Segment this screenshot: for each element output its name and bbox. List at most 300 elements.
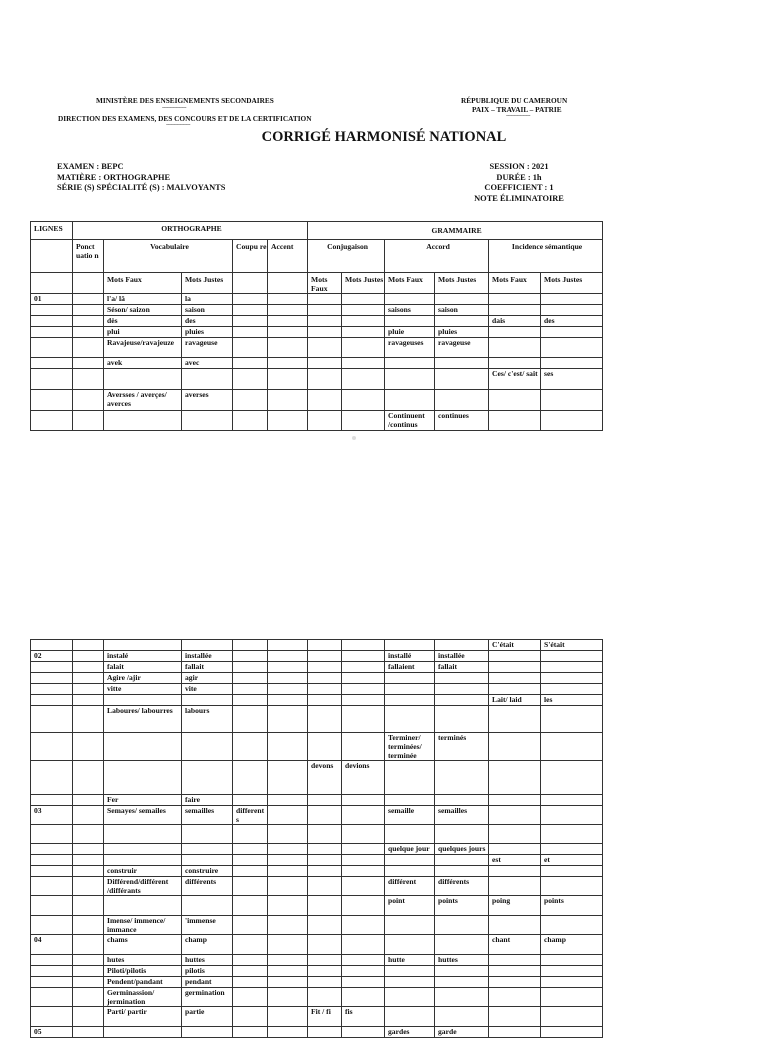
exam-info-right — [474, 162, 564, 204]
table-cell — [342, 673, 385, 684]
table-row — [31, 806, 603, 825]
table-cell: dais — [489, 316, 541, 327]
table-cell — [233, 866, 268, 877]
table-cell: Fer — [104, 795, 182, 806]
table-cell: est — [489, 855, 541, 866]
table-cell — [268, 877, 308, 896]
table-cell: different s — [233, 806, 268, 825]
table-cell: ses — [541, 369, 603, 390]
table-cell — [541, 866, 603, 877]
table-cell: partie — [182, 1007, 233, 1027]
table-cell — [435, 358, 489, 369]
table-cell: averses — [182, 390, 233, 411]
table-cell — [73, 877, 104, 896]
table-cell: gardes — [385, 1027, 435, 1038]
table-row — [31, 795, 603, 806]
table-cell — [308, 877, 342, 896]
line-number-cell: 03 — [31, 806, 73, 825]
table-cell — [73, 338, 104, 358]
line-number-cell — [31, 761, 73, 795]
table-body — [31, 294, 603, 431]
table-cell: et — [541, 855, 603, 866]
table-cell: installé — [385, 651, 435, 662]
table-cell — [233, 316, 268, 327]
vocabulaire-header: Vocabulaire — [104, 240, 233, 273]
table-row — [31, 369, 603, 390]
page-title: CORRIGÉ HARMONISÉ NATIONAL — [261, 129, 507, 145]
table-cell — [268, 662, 308, 673]
conjugaison-header: Conjugaison — [308, 240, 385, 273]
blank-cell — [31, 240, 73, 273]
table-cell: continues — [435, 411, 489, 431]
table-cell: pendant — [182, 977, 233, 988]
table-row — [31, 855, 603, 866]
table-cell — [73, 390, 104, 411]
coupure-header: Coupu re — [233, 240, 268, 273]
table-cell: avek — [104, 358, 182, 369]
line-number-cell — [31, 327, 73, 338]
table-cell — [435, 966, 489, 977]
line-number-cell — [31, 866, 73, 877]
table-row — [31, 877, 603, 896]
table-cell — [233, 305, 268, 316]
table-cell — [541, 1027, 603, 1038]
line-number-cell — [31, 695, 73, 706]
table-cell — [385, 795, 435, 806]
table-cell — [435, 988, 489, 1007]
line-number-cell — [31, 966, 73, 977]
table-cell — [268, 866, 308, 877]
table-cell — [73, 316, 104, 327]
table-cell — [73, 825, 104, 844]
table-cell — [541, 988, 603, 1007]
table-row — [31, 338, 603, 358]
table-row — [31, 825, 603, 844]
table-cell — [541, 327, 603, 338]
table-cell — [308, 955, 342, 966]
table-cell — [233, 411, 268, 431]
table-cell: Terminer/ terminées/ terminée — [385, 733, 435, 761]
line-number-cell — [31, 706, 73, 733]
table-cell — [233, 877, 268, 896]
table-cell — [233, 327, 268, 338]
table-cell — [308, 844, 342, 855]
separator: ---------------- — [506, 113, 530, 119]
table-cell: semaille — [385, 806, 435, 825]
line-number-cell — [31, 877, 73, 896]
table-cell — [308, 1027, 342, 1038]
table-row — [31, 358, 603, 369]
conj-faux-header: Mots Faux — [308, 273, 342, 294]
table-cell: ravageuse — [182, 338, 233, 358]
table-cell — [233, 977, 268, 988]
table-cell — [489, 844, 541, 855]
table-cell — [308, 327, 342, 338]
table-cell: huttes — [182, 955, 233, 966]
table-cell — [385, 855, 435, 866]
table-cell — [541, 966, 603, 977]
table-cell — [342, 966, 385, 977]
table-cell — [268, 966, 308, 977]
table-cell — [268, 684, 308, 695]
table-cell — [308, 651, 342, 662]
table-cell — [233, 369, 268, 390]
table-cell — [104, 855, 182, 866]
table-cell — [489, 684, 541, 695]
table-cell — [435, 706, 489, 733]
table-row — [31, 844, 603, 855]
table-cell — [73, 684, 104, 695]
table-cell — [489, 825, 541, 844]
table-cell: des — [541, 316, 603, 327]
table-cell — [342, 369, 385, 390]
table-cell: point — [385, 896, 435, 916]
table-cell — [233, 916, 268, 935]
line-number-cell — [31, 390, 73, 411]
table-cell — [268, 896, 308, 916]
table-cell — [541, 955, 603, 966]
line-number-cell — [31, 640, 73, 651]
table-cell — [308, 966, 342, 977]
table-cell: construir — [104, 866, 182, 877]
table-cell — [489, 806, 541, 825]
table-cell — [308, 977, 342, 988]
table-cell — [541, 825, 603, 844]
table-cell — [233, 896, 268, 916]
scan-speck — [352, 436, 356, 440]
table-cell — [308, 855, 342, 866]
table-cell — [268, 695, 308, 706]
line-number-cell: 02 — [31, 651, 73, 662]
table-cell — [541, 806, 603, 825]
table-cell: chams — [104, 935, 182, 955]
table-cell — [435, 761, 489, 795]
table-cell — [489, 673, 541, 684]
table-cell — [541, 761, 603, 795]
table-cell — [73, 896, 104, 916]
table-cell — [73, 977, 104, 988]
conj-justes-header: Mots Justes — [342, 273, 385, 294]
line-number-cell: 01 — [31, 294, 73, 305]
voc-faux-header: Mots Faux — [104, 273, 182, 294]
table-cell: Ces/ c'est/ sait — [489, 369, 541, 390]
table-cell — [182, 1027, 233, 1038]
table-cell — [233, 338, 268, 358]
table-cell — [342, 695, 385, 706]
table-cell: Laboures/ labourres — [104, 706, 182, 733]
table-row — [31, 673, 603, 684]
table-cell — [385, 966, 435, 977]
table-cell: ravageuse — [435, 338, 489, 358]
table-cell — [489, 733, 541, 761]
table-cell — [104, 640, 182, 651]
table-cell: instalé — [104, 651, 182, 662]
line-number-cell — [31, 916, 73, 935]
table-cell — [489, 338, 541, 358]
table-cell: garde — [435, 1027, 489, 1038]
table-cell — [489, 662, 541, 673]
table-cell — [268, 825, 308, 844]
table-cell — [233, 358, 268, 369]
table-cell — [104, 896, 182, 916]
table-cell — [182, 896, 233, 916]
table-cell — [268, 316, 308, 327]
table-cell — [541, 390, 603, 411]
table-cell — [489, 877, 541, 896]
table-row — [31, 966, 603, 977]
table-cell: différents — [435, 877, 489, 896]
table-cell — [104, 369, 182, 390]
table-cell — [182, 844, 233, 855]
table-cell — [541, 844, 603, 855]
table-cell — [541, 795, 603, 806]
table-cell: devons — [308, 761, 342, 795]
table-cell — [385, 358, 435, 369]
table-cell — [489, 305, 541, 316]
table-cell: dès — [104, 316, 182, 327]
table-row — [31, 662, 603, 673]
table-row — [31, 316, 603, 327]
table-cell: Fit / fi — [308, 1007, 342, 1027]
table-cell — [435, 866, 489, 877]
table-cell — [308, 369, 342, 390]
table-cell: Différend/différent /différants — [104, 877, 182, 896]
table-cell — [233, 390, 268, 411]
table-cell — [541, 977, 603, 988]
table-cell — [342, 877, 385, 896]
table-cell — [182, 695, 233, 706]
table-cell — [385, 390, 435, 411]
table-cell — [385, 866, 435, 877]
table-cell: avec — [182, 358, 233, 369]
table-cell — [342, 955, 385, 966]
table-row — [31, 390, 603, 411]
table-cell — [182, 411, 233, 431]
table-cell — [489, 390, 541, 411]
table-cell — [489, 294, 541, 305]
table-cell — [268, 369, 308, 390]
line-number-cell — [31, 955, 73, 966]
exam-info-line: SÉRIE (S) SPÉCIALITÉ (S) : MALVOYANTS — [57, 183, 226, 192]
separator: ---------------- — [162, 105, 186, 111]
table-cell — [385, 706, 435, 733]
table-cell: Pendent/pandant — [104, 977, 182, 988]
table-cell — [435, 369, 489, 390]
line-number-cell — [31, 844, 73, 855]
table-cell: germination — [182, 988, 233, 1007]
line-number-cell — [31, 358, 73, 369]
table-cell — [73, 358, 104, 369]
table-cell — [541, 733, 603, 761]
table-cell: hutes — [104, 955, 182, 966]
table-cell — [104, 1027, 182, 1038]
table-cell — [541, 358, 603, 369]
table-cell — [489, 706, 541, 733]
table-cell: labours — [182, 706, 233, 733]
table-cell — [308, 896, 342, 916]
table-cell — [268, 795, 308, 806]
line-number-cell: 05 — [31, 1027, 73, 1038]
table-cell: Agire /ajir — [104, 673, 182, 684]
table-row — [31, 327, 603, 338]
table-cell — [268, 338, 308, 358]
table-cell — [342, 327, 385, 338]
table-cell — [268, 844, 308, 855]
table-cell — [489, 955, 541, 966]
table-cell — [385, 640, 435, 651]
table-cell — [268, 916, 308, 935]
table-cell — [435, 825, 489, 844]
table-cell — [385, 977, 435, 988]
table-row — [31, 684, 603, 695]
table-cell — [435, 390, 489, 411]
table-cell: saisons — [385, 305, 435, 316]
motto-label: PAIX – TRAVAIL – PATRIE — [472, 105, 562, 114]
table-cell — [489, 1027, 541, 1038]
table-cell — [73, 733, 104, 761]
table-cell — [73, 673, 104, 684]
table-cell: falait — [104, 662, 182, 673]
table-cell — [541, 673, 603, 684]
table-cell — [342, 662, 385, 673]
table-cell — [182, 825, 233, 844]
table-cell — [435, 684, 489, 695]
ponctuation-header: Ponct uatio n — [73, 240, 104, 273]
correction-table-2 — [30, 639, 603, 1038]
table-cell: quelques jours — [435, 844, 489, 855]
table-cell — [268, 706, 308, 733]
table-cell — [73, 651, 104, 662]
table-cell — [73, 955, 104, 966]
table-cell — [308, 684, 342, 695]
table-cell — [342, 844, 385, 855]
table-cell: pluies — [435, 327, 489, 338]
table-cell — [182, 733, 233, 761]
exam-info-line: EXAMEN : BEPC — [57, 162, 124, 171]
table-cell: fallaient — [385, 662, 435, 673]
table-cell: semailles — [435, 806, 489, 825]
table-row — [31, 977, 603, 988]
table-cell — [104, 733, 182, 761]
table-cell — [308, 795, 342, 806]
table-cell — [104, 411, 182, 431]
table-cell — [104, 844, 182, 855]
table-cell — [435, 640, 489, 651]
table-row — [31, 305, 603, 316]
table-cell — [308, 640, 342, 651]
table-cell — [489, 358, 541, 369]
table-cell — [342, 305, 385, 316]
table-cell — [385, 695, 435, 706]
table-cell — [73, 988, 104, 1007]
table-cell: l'a/ lâ — [104, 294, 182, 305]
table-cell: agir — [182, 673, 233, 684]
table-cell — [342, 294, 385, 305]
line-number-cell — [31, 411, 73, 431]
correction-table-1 — [30, 221, 603, 431]
table-cell — [541, 305, 603, 316]
table-cell — [308, 695, 342, 706]
table-cell — [73, 795, 104, 806]
republic-label: RÉPUBLIQUE DU CAMEROUN — [461, 96, 568, 105]
table-cell — [233, 761, 268, 795]
table-cell — [182, 640, 233, 651]
table-cell: installée — [435, 651, 489, 662]
table-cell — [435, 916, 489, 935]
table-cell — [342, 706, 385, 733]
table-cell: Imense/ immence/ immance — [104, 916, 182, 935]
table-cell — [73, 806, 104, 825]
exam-info-line: MATIÈRE : ORTHOGRAPHE — [57, 172, 171, 182]
table-cell: terminés — [435, 733, 489, 761]
orthographe-header: ORTHOGRAPHE — [73, 222, 308, 240]
table-cell — [233, 733, 268, 761]
table-cell — [342, 977, 385, 988]
table-cell — [268, 305, 308, 316]
table-cell — [489, 866, 541, 877]
table-row — [31, 733, 603, 761]
table-cell: semailles — [182, 806, 233, 825]
table-cell — [342, 855, 385, 866]
table-cell — [73, 935, 104, 955]
table-row — [31, 640, 603, 651]
table-cell — [73, 327, 104, 338]
table-cell — [342, 338, 385, 358]
table-cell — [342, 358, 385, 369]
table-cell — [489, 761, 541, 795]
line-number-cell — [31, 733, 73, 761]
line-number-cell — [31, 855, 73, 866]
line-number-cell — [31, 662, 73, 673]
table-cell: saison — [182, 305, 233, 316]
table-cell: les — [541, 695, 603, 706]
table-cell — [268, 855, 308, 866]
table-cell — [342, 916, 385, 935]
table-cell: devions — [342, 761, 385, 795]
table-cell — [435, 316, 489, 327]
table-cell — [268, 977, 308, 988]
table-cell — [385, 761, 435, 795]
table-row — [31, 916, 603, 935]
table-cell — [104, 695, 182, 706]
table-cell — [308, 294, 342, 305]
table-cell: vitte — [104, 684, 182, 695]
table-cell — [73, 305, 104, 316]
table-row — [31, 294, 603, 305]
line-number-cell — [31, 795, 73, 806]
table-cell — [308, 706, 342, 733]
table-row — [31, 935, 603, 955]
table-cell — [308, 866, 342, 877]
table-cell — [73, 916, 104, 935]
table-body — [31, 640, 603, 1038]
voc-justes-header: Mots Justes — [182, 273, 233, 294]
table-cell: plui — [104, 327, 182, 338]
table-cell — [541, 411, 603, 431]
table-cell — [541, 877, 603, 896]
table-cell — [342, 684, 385, 695]
table-cell — [385, 369, 435, 390]
table-cell — [73, 695, 104, 706]
table-cell — [541, 684, 603, 695]
table-cell: S'était — [541, 640, 603, 651]
separator: ---------------- — [166, 122, 190, 128]
table-cell: Aversses / averçes/ averces — [104, 390, 182, 411]
table-cell: points — [541, 896, 603, 916]
table-cell — [268, 640, 308, 651]
table-row — [31, 1027, 603, 1038]
table-cell — [233, 294, 268, 305]
